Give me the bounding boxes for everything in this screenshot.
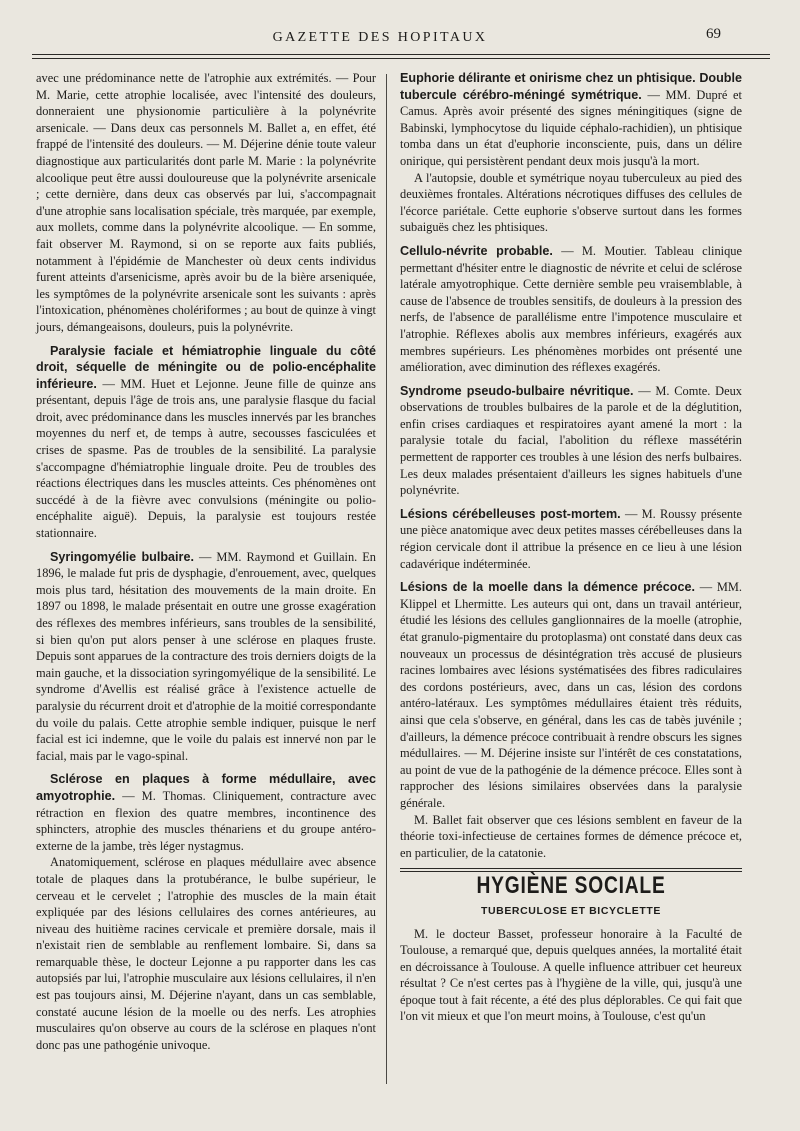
article-euphoria (400, 70, 742, 236)
article-heading: Euphorie délirante et onirisme chez un phtisique. Double tubercule cérébro-méningé symétrique. (400, 71, 742, 102)
column-divider (386, 74, 387, 1084)
article-cerebellar-lesions (400, 506, 742, 572)
article-paragraph (400, 383, 742, 499)
article-text: — MM. Huet et Lejonne. Jeune fille de quinze ans présentant, depuis l'âge de trois ans, une paralysie flasque du facial droit, avec prédominance dans les muscles innervés par les branches moyennes du nerf et, de temps à autre, secousses fasciculées et crises de spasme. Pas de troubles de la sensibilité. La paralysie s'accompagne d'hémiatrophie linguale droite. Peu de troubles des réactions électriques dans les muscles atteints. Ces phénomènes ont succédé à de la fièvre avec convulsions (méningite ou polio-encéphalite aiguë). Depuis, la paralysie est toujours restée stationnaire. (36, 376, 376, 541)
article-paragraph (400, 70, 742, 170)
article-heading: Cellulo-névrite probable. (400, 243, 553, 258)
article-paragraph: M. Ballet fait observer que ces lésions semblent en faveur de la théorie toxi-infectieuse de certaines formes de démence précoce et, en particulier, de la catatonie. (400, 812, 742, 860)
article-heading: Syringomyélie bulbaire. (50, 549, 194, 564)
article-text: — MM. Klippel et Lhermitte. Les auteurs qui ont, dans un travail antérieur, étudié les lésions des cellules ganglionnaires de la moelle (atrophie, état granulo-pigmentaire du protoplasma) ont constaté dans deux cas nouveaux un processus de désintégration très accusé de plusieurs racines lombaires avec lésions systématisées des fibres radiculaires des cordons postérieurs, avec, dans un cas, lésion des cordons antéro-latéraux. Les symptômes médullaires étaient très réduits, ainsi que cela s'observe, en général, dans les cas de tabès juvénile ; d'ailleurs, la démence précoce contribuait à rendre obscurs les signes médullaires. — M. Déjerine insiste sur l'intérêt de ces constatations, au point de vue de la pathogénie de la démence précoce. Elles sont à rapprocher des lésions similaires observées dans la paralysie générale. (400, 580, 742, 810)
continued-paragraph: avec une prédominance nette de l'atrophie aux extrémités. — Pour M. Marie, cette atrophie localisée, avec l'intensité des douleurs, donneraient une physionomie particulière à la polynévrite arsenicale. — Dans deux cas personnels M. Ballet a, en effet, été frappé de l'intensité des douleurs. — M. Déjerine dénie toute valeur diagnostique aux particularités dont parle M. Marie : la polynévrite alcoolique peut être aussi douloureuse que la polynévrite arsenicale ; cette dernière, dans deux cas observés par lui, s'accompagnait d'une atrophie sans localisation spéciale, très marquée, par exemple, aux mollets, comme dans la polynévrite alcoolique. — En somme, fait observer M. Raymond, si on se reporte aux faits publiés, notamment à l'épidémie de Manchester où deux cents individus furent atteints d'arsenicisme, après avoir bu de la bière arseniquée, les symptômes de la polynévrite arsenicale sont les suivants : après l'intoxication, phénomènes cholériformes ; au bout de quinze à vingt jours, démangeaisons, douleurs, puis la polynévrite. (36, 71, 376, 334)
section-subtitle: TUBERCULOSE ET BICYCLETTE (480, 904, 662, 917)
article-paragraph (400, 506, 742, 572)
article-syringomyelia (36, 549, 376, 765)
article-heading: Lésions cérébelleuses post-mortem. (400, 506, 621, 521)
header-rule (32, 54, 770, 55)
section-article (400, 926, 742, 1026)
article-paragraph (36, 771, 376, 854)
article-heading: Sclérose en plaques à forme médullaire, avec amyotrophie. (36, 772, 376, 803)
running-title: GAZETTE DES HOPITAUX (272, 30, 488, 45)
right-column (400, 70, 742, 1032)
article-paragraph (36, 549, 376, 765)
article-text: — M. Comte. Deux observations de troubles bulbaires de la parole et de la déglutition, enfin crises cardiaques et respiratoires ayant amené la mort : la paralysie totale du facial, l'abolition du réflexe massétérin permettent de rapporter ces troubles à une lésion des nerfs bulbaires. Les deux malades présentaient d'ailleurs les signes habituels d'une polynévrite. (400, 383, 742, 498)
article-spinal-lesions (400, 579, 742, 861)
article-paragraph (400, 579, 742, 811)
article-paragraph: A l'autopsie, double et symétrique noyau tuberculeux au pied des deuxièmes frontales. Altérations nécrotiques diffuses des cellules de l'écorce pariétale. Cette euphorie s'observe surtout dans les formes subaiguës chez les phtisiques. (400, 170, 742, 235)
article-text: — MM. Dupré et Camus. Après avoir présenté des signes méningitiques (signe de Babinski, lymphocytose du liquide céphalo-rachidien), un phtisique tomba dans un état d'euphorie inconsciente, puis, dans un délire onirique, qui persistèrent pendant deux mois jusqu'à la mort. (400, 87, 742, 168)
article-heading: Syndrome pseudo-bulbaire névritique. (400, 383, 634, 398)
article-heading: Lésions de la moelle dans la démence précoce. (400, 580, 695, 595)
article-pseudo-bulbar (400, 383, 742, 499)
article-paragraph (400, 243, 742, 376)
left-column (36, 70, 376, 1060)
page-number: 69 (706, 26, 721, 42)
continued-article (36, 70, 376, 336)
article-paragraph: M. le docteur Basset, professeur honoraire à la Faculté de Toulouse, a remarqué que, depuis quelques années, la mortalité était en décroissance à Toulouse. A quelle influence attribuer cet heureux résultat ? Ce n'est certes pas à l'hygiène de la ville, qui, jusqu'à une époque tout à fait récente, a été des plus déplorables. Ce qui fait que l'on vit mieux et que l'on meurt moins, à Toulouse, c'est qu'un (400, 926, 742, 1024)
article-cellulo-neuritis (400, 243, 742, 376)
section-title: HYGIÈNE SOCIALE (476, 872, 666, 900)
header-rule-thin (32, 58, 770, 59)
article-facial-paralysis (36, 343, 376, 542)
page-header (0, 24, 800, 64)
article-paragraph (36, 343, 376, 542)
article-heading: Paralysie faciale et hémiatrophie linguale du côté droit, séquelle de méningite ou de polio-encéphalite inférieure. (36, 343, 376, 391)
article-text: — M. Roussy présente une pièce anatomique avec deux petites masses cérébelleuses dans la région cervicale dont il attribue la présence en ce lieu à une lésion cadavérique indéterminée. (400, 506, 742, 571)
article-text: — MM. Raymond et Guillain. En 1896, le malade fut pris de dysphagie, d'enrouement, avec, quelques mois plus tard, hésitation des mouvements de la main droite. En 1897 ou 1898, le malade présentait en outre une grosse exagération des réflexes des membres inférieurs, sans troubles de la sensibilité, si bien qu'on put alors penser à une sclérose en plaques fruste. Depuis sont apparues de la contracture des trois derniers doigts de la main gauche, et la dissociation syringomyélique de la sensibilité. Le syndrome d'Avellis est réalisé grâce à l'existence actuelle de paralysie du récurrent droit et d'atrophie de la moitié correspondante du voile du palais. Cette atrophie semble indiquer, puisque le nerf facial est ici indemne, que le voile du palais est innervé non par le facial, mais par le vago-spinal. (36, 549, 376, 763)
article-text: — M. Thomas. Cliniquement, contracture avec rétraction en flexion des quatre membres, incontinence des sphincters, atrophie des muscles thénariens et du groupe antéro-externe de la jambe, très léger nystagmus. (36, 788, 376, 853)
article-text: — M. Moutier. Tableau clinique permettant d'hésiter entre le diagnostic de névrite et celui de sclérose latérale amyotrophique. Cette dernière semble peu vraisemblable, à cause de l'absence de troubles sensitifs, de douleurs à la pression des nerfs, de l'absence de parallélisme entre l'impotence musculaire et l'atrophie. Réflexes abolis aux membres inférieurs, exagérés aux membres supérieurs. Les phénomènes morbides ont présenté une amélioration, avec diminution des réflexes exagérés. (400, 243, 742, 375)
article-paragraph: Anatomiquement, sclérose en plaques médullaire avec absence totale de plaques dans la protubérance, le bulbe supérieur, le cerveau et le cervelet ; l'atrophie des muscles de la main était expliquée par des lésions cellulaires des cornes antérieures, au niveau des huitième racines cervicale et première dorsale, mais il n'existait rien de semblable au renflement lombaire. Si, dans sa remarquable thèse, le docteur Lejonne a pu rapporter dans les cas autopsiés par lui, l'atrophie musculaire aux lésions cellulaires, il n'en est pas toujours ainsi, M. Déjerine n'ayant, dans un cas semblable, constaté aucune lésion de la moelle ou des nerfs. Les atrophies musculaires qu'on observe au cours de la sclérose en plaques n'ont donc pas une pathogénie univoque. (36, 855, 376, 1052)
article-multiple-sclerosis (36, 771, 376, 1053)
